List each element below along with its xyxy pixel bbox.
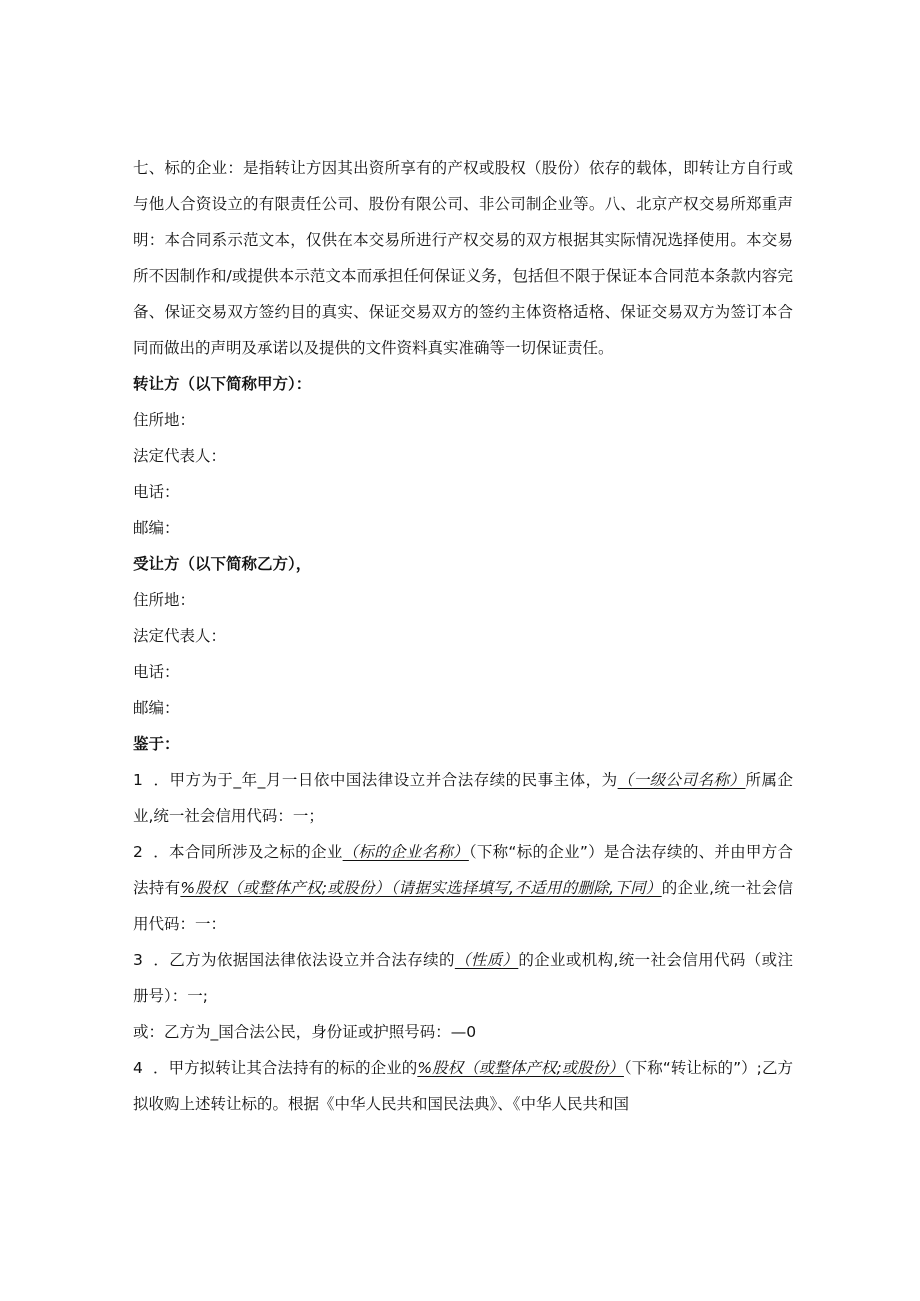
fill-in-field: （性质） <box>454 951 519 969</box>
document-body <box>133 150 793 1122</box>
fill-in-field: （标的企业名称） <box>342 843 469 861</box>
whereas-item-2: 2 ．本合同所涉及之标的企业（标的企业名称）（下称“标的企业”）是合法存续的、并由甲方合法持有%股权（或整体产权;或股份）（请据实选择填写,不适用的删除,下同）的企业,统一社会信用代码：一： <box>133 834 793 942</box>
party-b-legal-rep: 法定代表人： <box>133 627 227 645</box>
item-number: 3 <box>133 951 143 969</box>
item-number: 1 <box>133 771 143 789</box>
whereas-item-3-alt: 或：乙方为_国合法公民，身份证或护照号码：—0 <box>133 1023 477 1041</box>
item-number: 2 <box>133 843 143 861</box>
item-number: 4 <box>133 1059 143 1077</box>
intro-paragraph: 七、标的企业：是指转让方因其出资所享有的产权或股权（股份）依存的载体，即转让方自行或与他人合资设立的有限责任公司、股份有限公司、非公司制企业等。八、北京产权交易所郑重声明：本合同系示范文本，仅供在本交易所进行产权交易的双方根据其实际情况选择使用。本交易所不因制作和/或提供本示范文本而承担任何保证义务，包括但不限于保证本合同范本条款内容完备、保证交易双方签约目的真实、保证交易双方的签约主体资格适格、保证交易双方为签订本合同而做出的声明及承诺以及提供的文件资料真实准确等一切保证责任。 <box>133 159 793 357</box>
party-b-address: 住所地： <box>133 591 196 609</box>
fill-in-field: %股权（或整体产权;或股份）（请据实选择填写,不适用的删除,下同） <box>180 879 662 897</box>
whereas-item-4: 4 ．甲方拟转让其合法持有的标的企业的%股权（或整体产权;或股份）（下称“转让标的”）;乙方拟收购上述转让标的。根据《中华人民共和国民法典》、《中华人民共和国 <box>133 1050 793 1122</box>
whereas-item-3: 3 ．乙方为依据国法律依法设立并合法存续的（性质）的企业或机构,统一社会信用代码（或注册号）：一; <box>133 942 793 1014</box>
whereas-item-1: 1 ．甲方为于_年_月一日依中国法律设立并合法存续的民事主体，为（一级公司名称）所属企业,统一社会信用代码：一； <box>133 762 793 834</box>
party-a-legal-rep: 法定代表人： <box>133 447 227 465</box>
party-b-heading: 受让方（以下简称乙方）， <box>133 555 312 573</box>
party-a-phone: 电话： <box>133 483 180 501</box>
fill-in-field: %股权（或整体产权;或股份） <box>417 1059 624 1077</box>
party-b-phone: 电话： <box>133 663 180 681</box>
party-a-heading: 转让方（以下简称甲方）： <box>133 375 312 393</box>
party-b-postcode: 邮编： <box>133 699 180 717</box>
party-a-address: 住所地： <box>133 411 196 429</box>
fill-in-field: （一级公司名称） <box>617 771 746 789</box>
whereas-heading: 鉴于： <box>133 735 180 753</box>
party-a-postcode: 邮编： <box>133 519 180 537</box>
